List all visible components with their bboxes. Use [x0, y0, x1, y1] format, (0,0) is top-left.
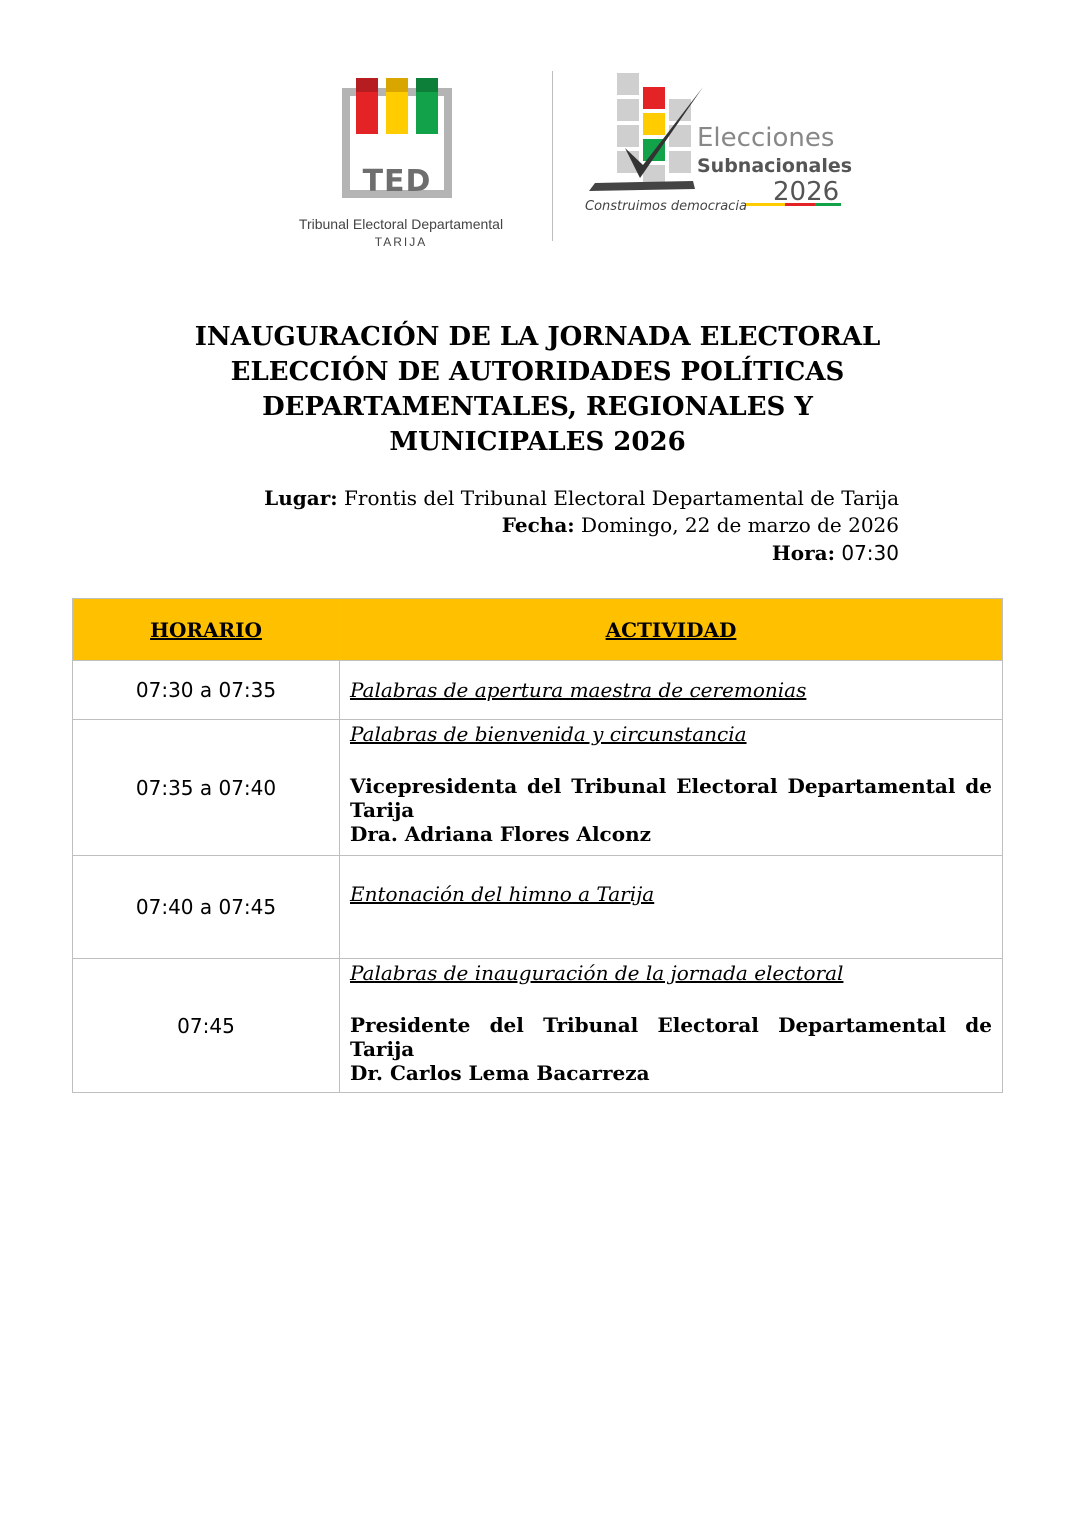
subnacionales-word: Subnacionales: [697, 155, 853, 177]
row-activity: [340, 720, 1003, 856]
lugar-label: Lugar:: [264, 486, 338, 510]
header-actividad: ACTIVIDAD: [340, 599, 1003, 661]
ted-logo-text: TED: [362, 164, 432, 199]
activity-speaker-role: Presidente del Tribunal Electoral Departamental de Tarija: [350, 1013, 992, 1061]
title-line-3: DEPARTAMENTALES, REGIONALES Y: [262, 392, 813, 422]
activity-speaker-role: Vicepresidenta del Tribunal Electoral Departamental de Tarija: [350, 774, 992, 822]
meta-hora: [772, 541, 899, 565]
activity-speaker-name: Dr. Carlos Lema Bacarreza: [350, 1061, 650, 1085]
ted-logo: [286, 78, 516, 248]
elecciones-word: Elecciones: [697, 123, 835, 153]
row-time: 07:40 a 07:45: [73, 856, 340, 959]
row-activity: [340, 661, 1003, 720]
activity-title: Palabras de bienvenida y circunstancia: [350, 722, 747, 746]
meta-fecha: [502, 513, 899, 537]
table-row: [73, 720, 1003, 856]
schedule-table: [72, 598, 1003, 1093]
document-title: [120, 320, 955, 460]
table-row: [73, 959, 1003, 1093]
row-time: 07:35 a 07:40: [73, 720, 340, 856]
ted-red-bar-top: [356, 78, 378, 92]
hora-value: 07:30: [841, 541, 899, 565]
header: [0, 68, 1075, 248]
elecciones-slogan: Construimos democracia: [585, 199, 747, 214]
row-activity: [340, 959, 1003, 1093]
ted-name: Tribunal Electoral Departamental: [298, 216, 504, 232]
table-row: [73, 661, 1003, 720]
table-header-row: [73, 599, 1003, 661]
row-activity: [340, 856, 1003, 959]
election-year: 2026: [773, 177, 840, 207]
title-line-2: ELECCIÓN DE AUTORIDADES POLÍTICAS: [230, 357, 845, 387]
activity-speaker-name: Dra. Adriana Flores Alconz: [350, 822, 651, 846]
row-time: 07:45: [73, 959, 340, 1093]
table-row: [73, 856, 1003, 959]
fecha-value: Domingo, 22 de marzo de 2026: [581, 513, 899, 537]
meta-lugar: [264, 486, 899, 510]
hora-label: Hora:: [771, 541, 835, 565]
ted-yellow-bar-top: [386, 78, 408, 92]
fecha-label: Fecha:: [501, 513, 575, 537]
ted-green-bar-top: [416, 78, 438, 92]
activity-title: Entonación del himno a Tarija: [350, 882, 655, 906]
title-line-4: MUNICIPALES 2026: [389, 427, 686, 457]
activity-title: Palabras de apertura maestra de ceremonias: [350, 678, 807, 702]
title-line-1: INAUGURACIÓN DE LA JORNADA ELECTORAL: [194, 322, 881, 352]
lugar-value: Frontis del Tribunal Electoral Departamental de Tarija: [344, 486, 899, 510]
header-horario: HORARIO: [73, 599, 340, 661]
ted-city: TARIJA: [374, 235, 428, 249]
elecciones-logo: [585, 73, 853, 214]
row-time: 07:30 a 07:35: [73, 661, 340, 720]
activity-title: Palabras de inauguración de la jornada electoral: [350, 961, 844, 985]
header-divider: [552, 71, 553, 241]
